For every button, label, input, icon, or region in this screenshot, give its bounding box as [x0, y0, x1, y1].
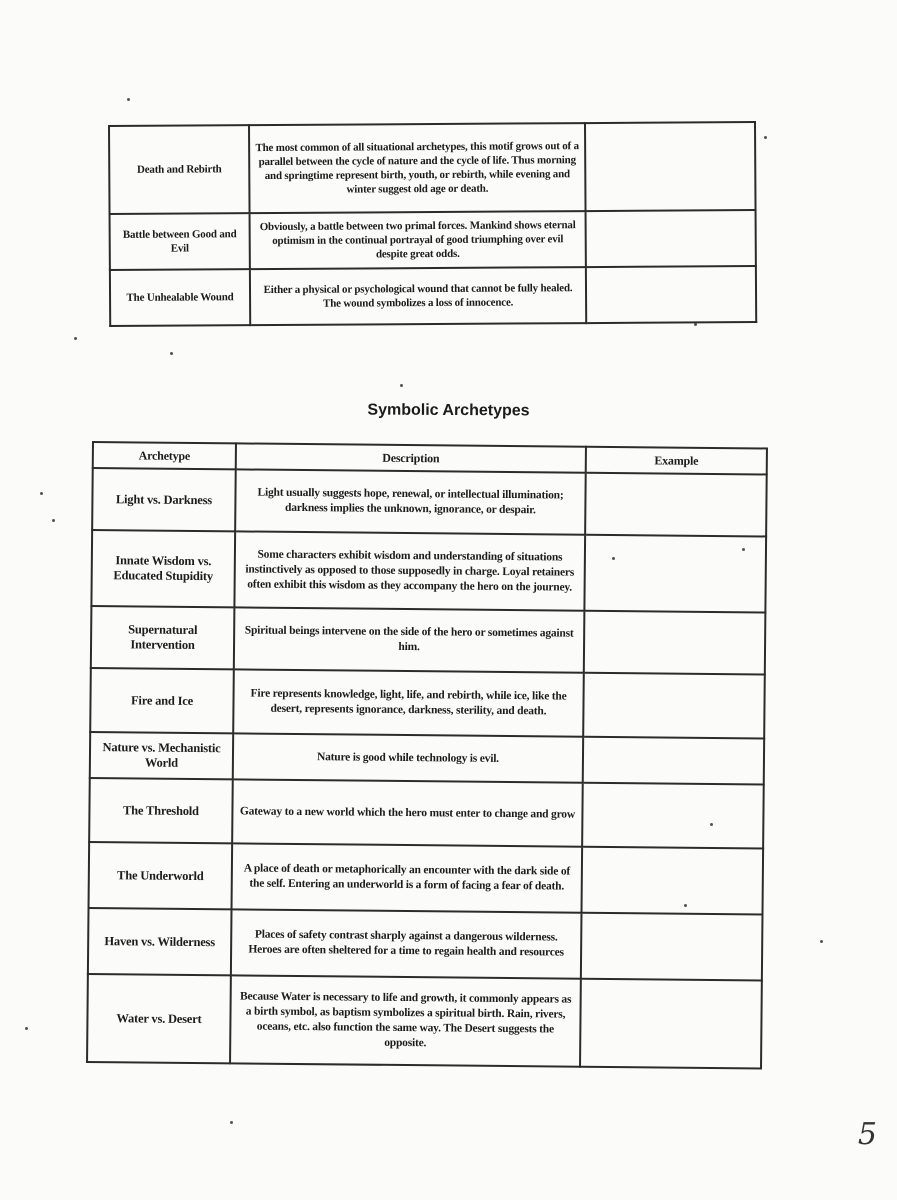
situational-archetypes-table: [108, 121, 757, 327]
scan-speck: [74, 337, 77, 340]
description-cell: Nature is good while technology is evil.: [233, 733, 583, 782]
description-cell: Either a physical or psychological wound that cannot be fully healed. The wound symbolizes a loss of innocence.: [250, 267, 586, 325]
scan-speck: [820, 940, 823, 943]
scan-speck: [25, 1027, 28, 1030]
section-title: Symbolic Archetypes: [367, 401, 530, 420]
example-cell[interactable]: [583, 673, 765, 739]
description-cell: Spiritual beings intervene on the side of the hero or sometimes against him.: [234, 607, 585, 672]
example-cell[interactable]: [585, 473, 767, 537]
table-row: [92, 468, 767, 536]
scan-speck: [127, 98, 130, 101]
scan-speck: [52, 519, 55, 522]
description-cell: Some characters exhibit wisdom and understanding of situations instinctively as opposed to those supposedly in charge. Loyal retainers often exhibit this wisdom as they accompany the hero on the journey.: [234, 531, 585, 610]
example-cell[interactable]: [586, 266, 756, 323]
archetype-cell: Haven vs. Wilderness: [88, 908, 232, 975]
symbolic-archetypes-table: [86, 441, 768, 1069]
example-cell[interactable]: [585, 122, 756, 211]
table-row: [110, 210, 756, 270]
table-row: [87, 974, 762, 1068]
example-cell[interactable]: [584, 611, 766, 675]
description-cell: Obviously, a battle between two primal forces. Mankind shows eternal optimism in the continual portrayal of good triumphing over evil despite great odds.: [250, 211, 586, 269]
archetype-cell: The Threshold: [89, 778, 233, 843]
archetype-cell: Nature vs. Mechanistic World: [90, 732, 233, 779]
example-cell[interactable]: [582, 783, 764, 849]
archetype-cell: The Underworld: [89, 842, 233, 909]
scan-speck: [40, 492, 43, 495]
table-row: [90, 732, 764, 784]
description-cell: Fire represents knowledge, light, life, and rebirth, while ice, like the desert, represents ignorance, darkness, sterility, and death.: [233, 669, 584, 736]
example-cell[interactable]: [583, 737, 764, 785]
table-row: [89, 842, 764, 914]
scan-speck: [694, 323, 697, 326]
table-row: [88, 908, 763, 980]
scan-speck: [230, 1121, 233, 1124]
column-header-archetype: Archetype: [93, 442, 236, 469]
example-cell[interactable]: [581, 847, 763, 915]
description-cell: Places of safety contrast sharply against a dangerous wilderness. Heroes are often sheltered for a time to regain health and resources: [231, 909, 582, 978]
table-row: [91, 606, 766, 674]
description-cell: A place of death or metaphorically an encounter with the dark side of the self. Entering an underworld is a form of facing a fear of death.: [232, 843, 583, 912]
description-cell: Light usually suggests hope, renewal, or intellectual illumination; darkness implies the unknown, ignorance, or despair.: [235, 469, 586, 534]
archetype-cell: Battle between Good and Evil: [110, 213, 250, 270]
example-cell[interactable]: [584, 535, 766, 613]
archetype-cell: Light vs. Darkness: [92, 468, 236, 531]
table-row: [109, 122, 756, 214]
example-cell[interactable]: [581, 913, 763, 981]
scan-speck: [400, 384, 403, 387]
archetype-cell: Water vs. Desert: [87, 974, 231, 1063]
archetype-cell: Death and Rebirth: [109, 125, 250, 214]
column-header-description: Description: [236, 443, 586, 472]
description-cell: Gateway to a new world which the hero must enter to change and grow: [232, 779, 583, 846]
table-row: [110, 266, 756, 326]
table-row: [90, 668, 765, 738]
archetype-cell: Fire and Ice: [90, 668, 234, 733]
scan-speck: [764, 136, 767, 139]
example-cell[interactable]: [586, 210, 756, 267]
example-cell[interactable]: [580, 979, 762, 1069]
table-row: [89, 778, 764, 848]
page-number: 5: [857, 1117, 877, 1152]
description-cell: The most common of all situational archetypes, this motif grows out of a parallel between the cycle of nature and the cycle of life. Thus morning and springtime represent birth, youth, or rebirth, while evening and winter suggest old age or death.: [249, 123, 586, 213]
archetype-cell: Innate Wisdom vs. Educated Stupidity: [91, 530, 235, 607]
scan-speck: [170, 352, 173, 355]
table-row: [91, 530, 766, 612]
description-cell: Because Water is necessary to life and growth, it commonly appears as a birth symbol, as baptism symbolizes a spiritual birth. Rain, rivers, oceans, etc. also function the same way. The Desert suggests the opposite.: [230, 975, 581, 1066]
archetype-cell: The Unhealable Wound: [110, 269, 250, 326]
archetype-cell: Supernatural Intervention: [91, 606, 235, 669]
column-header-example: Example: [586, 447, 767, 475]
